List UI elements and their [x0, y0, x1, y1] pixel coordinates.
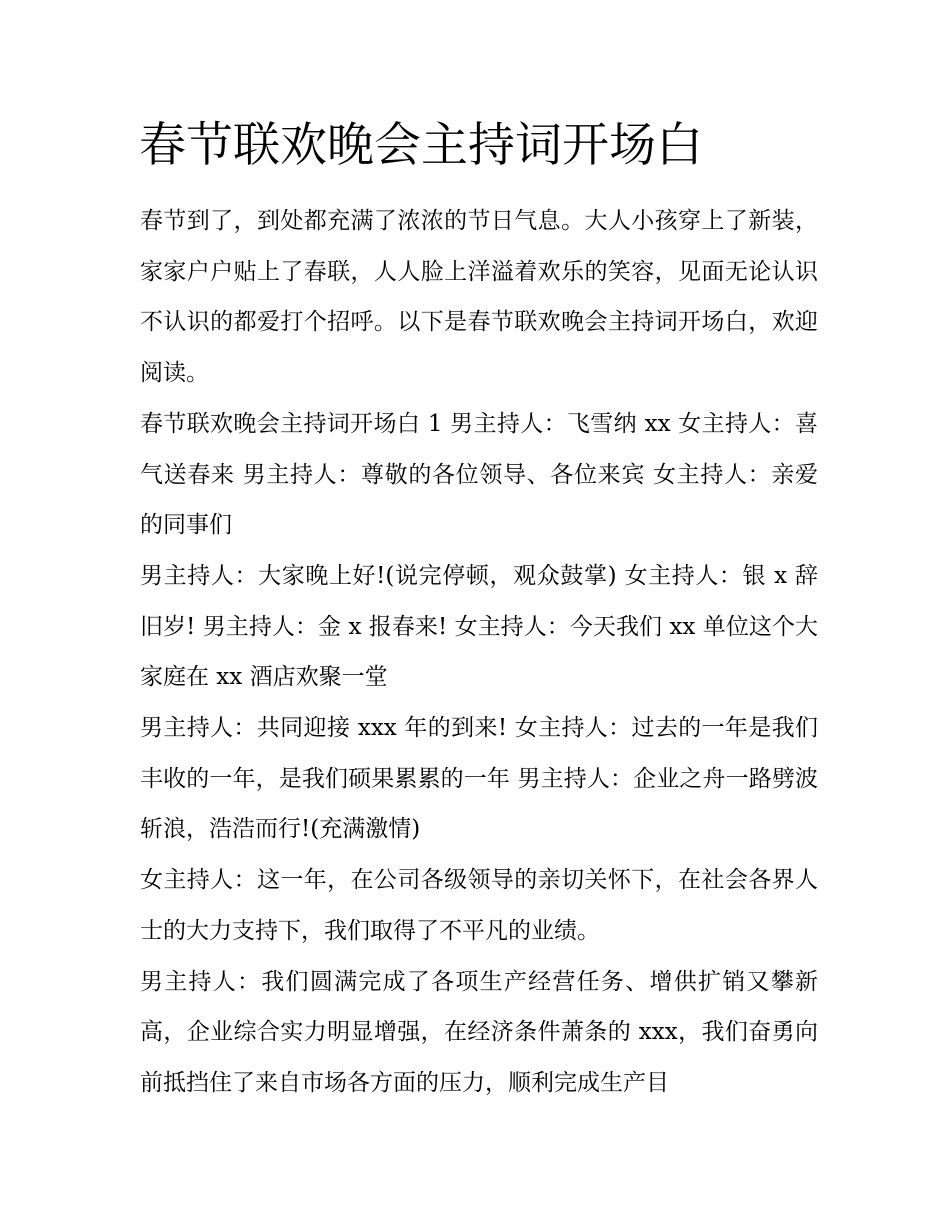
paragraph-achievements: 女主持人：这一年，在公司各级领导的亲切关怀下，在社会各界人士的大力支持下，我们取得了不平凡的业绩。: [140, 867, 818, 944]
paragraph-tasks: 男主持人：我们圆满完成了各项生产经营任务、增供扩销又攀新高，企业综合实力明显增强，在经济条件萧条的 xxx，我们奋勇向前抵挡住了来自市场各方面的压力，顺利完成生产目: [140, 968, 818, 1096]
paragraph-greeting: 男主持人：大家晚上好!(说完停顿，观众鼓掌) 女主持人：银 x 辞旧岁! 男主持人：金 x 报春来! 女主持人：今天我们 xx 单位这个大家庭在 xx 酒店欢聚一堂: [140, 562, 818, 691]
paragraph-new-year: 男主持人：共同迎接 xxx 年的到来! 女主持人：过去的一年是我们丰收的一年，是我们硕果累累的一年 男主持人：企业之舟一路劈波斩浪，浩浩而行!(充满激情): [140, 715, 818, 843]
document-body: [140, 196, 818, 1109]
paragraph-intro: 春节到了，到处都充满了浓浓的节日气息。大人小孩穿上了新装，家家户户贴上了春联，人人脸上洋溢着欢乐的笑容，见面无论认识不认识的都爱打个招呼。以下是春节联欢晚会主持词开场白，欢迎阅读。: [140, 208, 818, 387]
document-title: 春节联欢晚会主持词开场白: [139, 118, 703, 173]
paragraph-hosts-opening: 春节联欢晚会主持词开场白 1 男主持人：飞雪纳 xx 女主持人：喜气送春来 男主持人：尊敬的各位领导、各位来宾 女主持人：亲爱的同事们: [140, 410, 818, 539]
